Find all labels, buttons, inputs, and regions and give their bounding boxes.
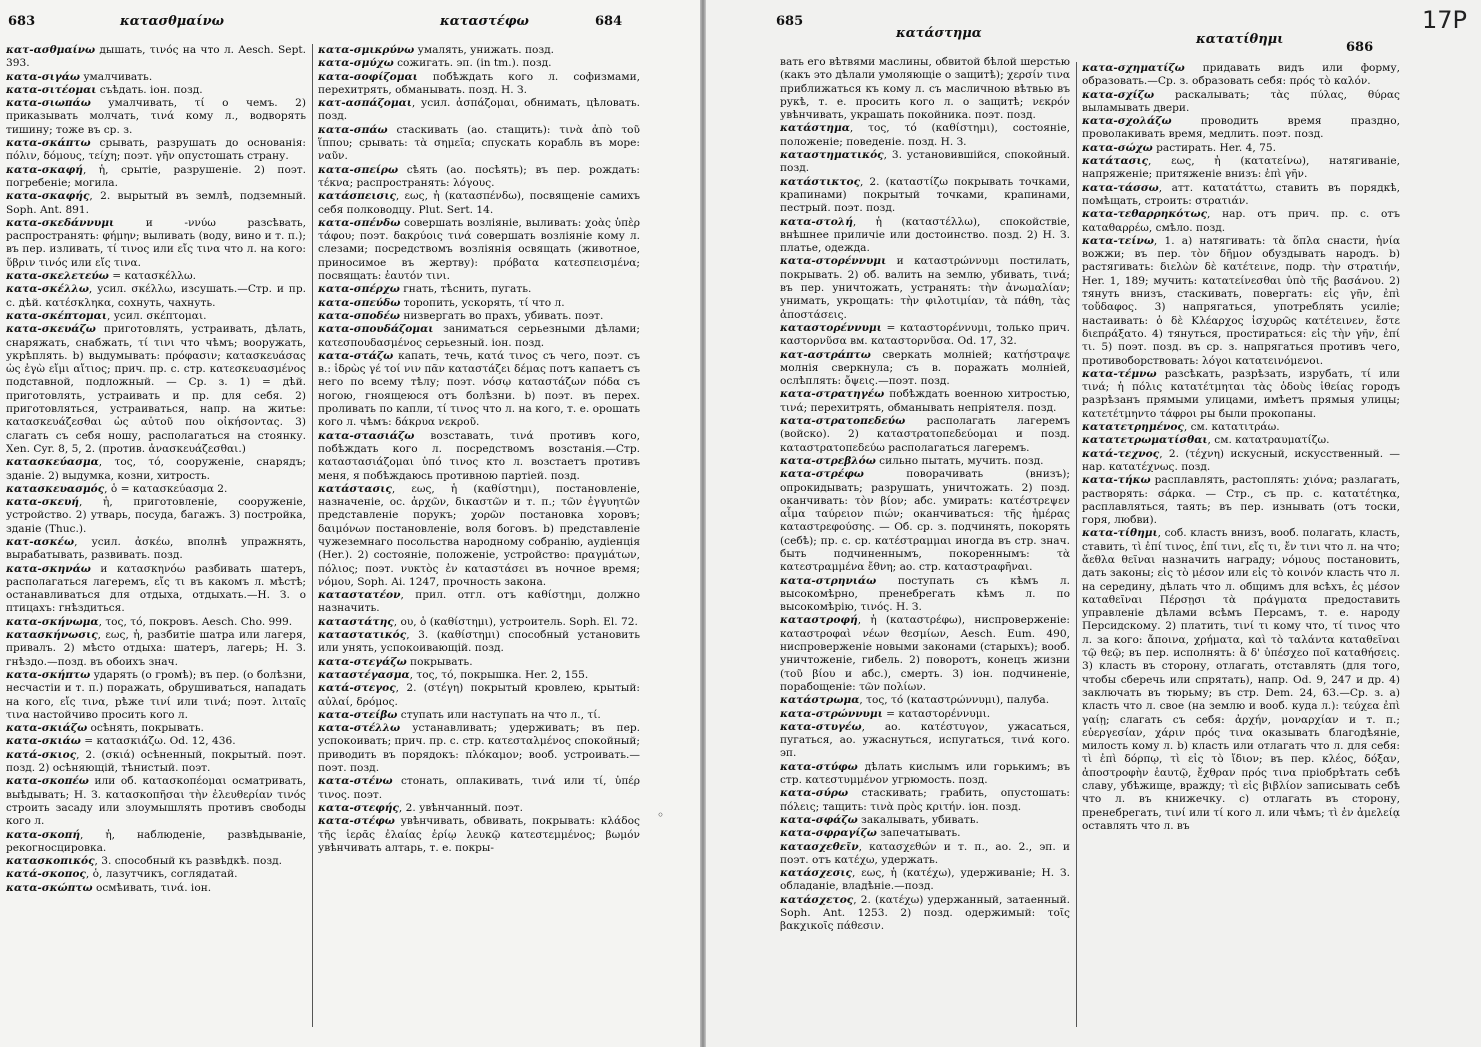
entry-text: , 3. установившійся, спокойный. позд. — [780, 149, 1070, 175]
entry-text: , ὁ = κατασκεύασμα 2. — [104, 482, 228, 495]
headword: καταστέγασμα — [318, 668, 410, 681]
dictionary-entry — [780, 761, 1070, 788]
dictionary-entry — [1082, 368, 1400, 421]
entry-text: растирать. Her. 4, 75. — [1152, 141, 1276, 154]
entry-text: покрывать. — [406, 655, 473, 668]
left-page — [0, 0, 700, 1047]
dictionary-entry — [6, 629, 306, 669]
headword: καταστορέννυμι — [780, 321, 882, 334]
entry-text: , соб. класть внизъ, вооб. полагать, класть, ставить, τὶ ἐπί τινος, ἐπί τινι, εἴς τι, ἔν τινι что л. на что; ἄεθλα θεῖναι назначить награду; νόμους постановить, дать законы; εἰς τὸ μέσον или εἰς τὸ κοινόν класть что л. на середину, дѣлать что л. общимъ для всѣхъ, ἐς μέσον καταθεῖναι Πέρσῃσι τὰ πράγματα предоставить управленіе дѣлами всѣмъ Персамъ, т. е. народу Персидскому. 2) платить, τινί τι кому что, τί τινος что л. за кого: ἄποινα, χρήματα, καὶ τὸ ταλάντα καταθεῖναι τῷ θεῷ; въ пер. исполнять: ἃ δ' ὑπέσχεο ποῖ καταθήσεις. 3) класть въ сторону, отлагать, отставлять (для того, чтобы сберечь или спрятать), напр. Od. 9, 247 и др. 4) заключать въ тюрьму; въ стр. Dem. 24, 63.—Ср. з. а) класть что л. свое (на землю и вооб. куда л.): τεύχεα ἐπὶ γαίῃ; слагать съ себя: ἀρχήν, μοναρχίαν и т. п.; εὐεργεσίαν, χάριν πρός τινα оказывать благодѣяніе, милость кому л. b) класть или отлагать что л. для себя: τὶ ἐπὶ δόρπῳ, τὶ εἰς τὸ ἴδιον; въ пер. κλέος, δόξαν, ἀποστροφὴν ἑαυτῷ, ἔχθραν πρός τινα пріобрѣтать себѣ славу, убѣжище, вражду; τὶ εἰς βιβλίον записывать себѣ что л. въ книжечку. c) отлагать въ сторону, пренебрегать, τινί или τί кого л. или чѣмъ; τὶ ἐν ἀμελείᾳ оставлять что л. въ — [1082, 527, 1400, 832]
entry-text: осмѣивать, τινά. іон. — [92, 881, 212, 894]
entry-text: дышать, τινός на что л. Aesch. Sept. 393. — [6, 44, 306, 70]
entry-text: , ао. κατέστυγον, ужасаться, пугаться, ао. ужаснуться, испугаться, τινά кого. эп. — [780, 720, 1070, 760]
entry-text: срывать, разрушать до основанія: πόλιν, δόμους, τείχη; поэт. γῆν опустошать страну. — [6, 137, 306, 163]
headword: κατα-σκέλλω — [6, 283, 89, 296]
entry-text: , усил. ἀσπάζομαι, обнимать, цѣловать. позд. — [318, 97, 640, 123]
dictionary-entry — [318, 669, 640, 682]
dictionary-entry — [318, 190, 640, 217]
headword: κατα-σκέπτομαι — [6, 309, 107, 322]
entry-text: низвергать во прахъ, убивать. поэт. — [400, 309, 604, 322]
entry-text: побѣждать кого л. софизмами, перехитрять, обманывать. позд. Н. З. — [318, 70, 640, 96]
entry-text: , τος, τό, покрышка. Her. 2, 155. — [409, 668, 589, 681]
headword: κατα-σκιάω — [6, 735, 81, 748]
headword: κατα-στρατηγέω — [780, 388, 885, 401]
headword: κατ-ασκέω — [6, 535, 75, 548]
dictionary-entry — [6, 855, 306, 868]
entry-text: , ἡ, наблюденіе, развѣдываніе, рекогносцировка. — [6, 828, 306, 854]
dictionary-entry — [6, 563, 306, 616]
entry-text: , см. κατατραυματίζω. — [1207, 434, 1330, 447]
dictionary-entry — [1082, 182, 1400, 209]
dictionary-entry — [780, 56, 1070, 122]
dictionary-entry — [318, 323, 640, 350]
headword: κατάστικτος — [780, 175, 861, 188]
dictionary-entry — [318, 616, 640, 629]
headword: κατα-τάσσω — [1082, 181, 1159, 194]
entry-text: , усил. ἀσκέω, вполнѣ упражнять, вырабатывать, развивать. позд. — [6, 535, 306, 562]
headword: κατα-σιτέομαι — [6, 83, 97, 96]
dictionary-entry — [318, 217, 640, 283]
dictionary-entry — [6, 456, 306, 483]
headword: κατά-σκιος — [6, 748, 77, 761]
entry-text: стаскивать (ао. стащить): τινὰ ἀπὸ τοῦ ἵππου; срывать: τὰ σημεῖα; спускать корабль въ море: ναῦν. — [318, 123, 640, 163]
entry-text: заниматься серьезными дѣлами; κατεσπουδασμένος серьезный. іон. позд. — [318, 323, 640, 349]
entry-text: , атт. κατατάττω, ставить въ порядкѣ, помѣщать, строить: στρατιάν. — [1082, 181, 1400, 207]
headword: καταστάτης — [318, 615, 394, 628]
entry-text: устанавливать; удерживать; въ пер. успокоивать; прич. пр. с. стр. κατεσταλμένος спокойный; приводить въ порядокъ: πλόκαμον; вооб. устроивать.—поэт. позд. — [318, 722, 640, 775]
entry-text: , τος, τό (καταστρώννυμι), палуба. — [859, 694, 1050, 707]
entry-text: поступать съ кѣмъ л. высокомѣрно, пренебрегать кѣмъ л. по высокомѣрію, τινός. Н. З. — [780, 574, 1070, 614]
headword: κατα-σιγάω — [6, 70, 80, 83]
dictionary-entry — [780, 122, 1070, 149]
entry-text: капать, течь, κατά τινος съ чего, поэт. съ в.: ἱδρὼς γέ τοί νιν πᾶν καταστάζει δέμας потъ капаетъ съ него по всему тѣлу; поэт. νόσῳ καταστάζων πόδα съ ногою, гноящеюся отъ болѣзни. b) поэт. въ перех. проливать по капли, τί τινος что л. на кого, т. е. орошать кого л. чѣмъ: δάκρυα νεκροῦ. — [318, 349, 640, 429]
headword: κατα-σιωπάω — [6, 97, 91, 110]
entry-text: , 2. (κατέχω) удержанный, затаенный. Soph. Ant. 1253. 2) позд. одержимый: τοῖς βακχικοῖς πάθεσιν. — [780, 893, 1070, 933]
headword: κατα-στεγάζω — [318, 655, 407, 668]
headword: κατα-τείνω — [1082, 234, 1154, 247]
entry-text: приготовлять, устраивать, дѣлать, снаряжать, снабжать, τί τινι что чѣмъ; вооружать, укрѣплять. b) выдумывать: πρόφασιν; κατασκευάσας ὡς ἐγὼ εἴμι αἴτιος; прич. пр. с. стр. κατεσκευασμένος подставной, подложный. — Ср. з. 1) = дѣй. приготовлять, устраивать и пр. для себя. 2) приготовляться, устраиваться, напр. на житье: κατασκευάζεσθαι ὡς αὐτοῦ που οἰκήσοντας. 3) слагать съ себя ношу, располагаться на стоянку. Xen. Cyr. 8, 5, 2. (против. ἀνασκευάζεσθαι.) — [6, 323, 306, 455]
entry-text: , 2. (τέχνη) искусный, искусственный. — нар. κατατέχνως. позд. — [1082, 447, 1400, 473]
entry-text: сверкать молніей; κατήστραψε молнія сверкнула; съ в. поражать молніей, ослѣплять: ὄψεις.—поэт. позд. — [780, 348, 1070, 388]
dictionary-entry — [6, 882, 306, 895]
entry-text: , τος, τό, сооруженіе, снарядъ; зданіе. 2) выдумка, козни, хитрость. — [6, 456, 306, 482]
dictionary-entry — [1082, 434, 1400, 447]
dictionary-entry — [6, 190, 306, 217]
headword: κατα-σχηματίζω — [1082, 62, 1185, 74]
dictionary-entry — [318, 164, 640, 191]
headword: κατα-στάζω — [318, 349, 394, 362]
headword: κατα-σκώπτω — [6, 881, 93, 894]
entry-text: возставать, τινά противъ кого, побѣждать кого л. посредствомъ возстанія.—Стр. καταστασιάζομαι ὑπό τινος кто л. возстаетъ противъ меня, я побѣждаюсь противною партіей. позд. — [318, 429, 640, 482]
headword: κατα-σκοπέω — [6, 775, 89, 788]
entry-text: вать его вѣтвями маслины, обвитой бѣлой шерстью (какъ это дѣлали умоляющіе о защитѣ); χερσίν τινα приближаться къ кому л. съ масличною вѣтвью въ рукѣ, т. е. просить кого л. о защитѣ; νεκρόν увѣнчивать, украшать покойника. поэт. позд. — [780, 56, 1070, 122]
headword: κατα-σκευάζω — [6, 323, 96, 336]
entry-text: , усил. σκέπτομαι. — [106, 309, 207, 322]
headword: κατάστασις — [318, 482, 392, 495]
entry-text: располагать лагеремъ (войско). 2) καταστρατοπεδεύομαι и позд. καταστρατοπεδεύω располагаться лагеремъ. — [780, 415, 1070, 454]
entry-text: = καταστορέννυμι. — [882, 707, 991, 720]
left-column-1 — [6, 44, 306, 1041]
dictionary-entry — [6, 84, 306, 97]
entry-text: , см. κατατιτράω. — [1183, 421, 1280, 434]
headword: κατ-ασπάζομαι — [318, 97, 412, 110]
column-divider — [312, 44, 313, 1027]
headword: κατατετρωματίσθαι — [1082, 434, 1208, 447]
dictionary-entry — [318, 97, 640, 124]
headword: κατά-στεγος — [318, 682, 396, 695]
headword: κατασκήνωσις — [6, 629, 98, 642]
headword: κατα-στένω — [318, 775, 393, 788]
headword: κατα-σοφίζομαι — [318, 70, 418, 83]
page-number-685: 685 — [776, 14, 804, 29]
entry-text: сожигать. эп. (in tm.). позд. — [393, 57, 552, 70]
dictionary-entry — [6, 323, 306, 456]
headword: κατα-σφάζω — [780, 813, 858, 826]
headword: κατα-σμικρύνω — [318, 44, 415, 56]
dictionary-entry — [318, 709, 640, 722]
entry-text: , τος, τό (καθίστημι), состояніе, положеніе; поведеніе. позд. Н. З. — [780, 122, 1070, 148]
headword: κατα-σκιάζω — [6, 722, 88, 735]
entry-text: осѣнять, покрывать. — [87, 722, 204, 735]
headword: κατα-σύρω — [780, 787, 849, 800]
headword: κατα-σκοπή — [6, 828, 81, 841]
right-page — [706, 0, 1481, 1047]
entry-text: , 3. (καθίστημι) способный установить или унять, успокоивающій. позд. — [318, 629, 640, 655]
headword: κατα-τέμνω — [1082, 367, 1157, 380]
entry-text: и -ννύω разсѣвать, распространять: φήμην; выливать (воду, вино и т. п.); въ пер. изливать, τί τινος или εἴς τινα что л. на кого: ὕβριν τινός или εἴς τινα. — [6, 216, 306, 269]
headword: κατα-σχίζω — [1082, 88, 1155, 101]
entry-text: увѣнчивать, обвивать, покрывать: κλάδος τῆς ἱερᾶς ἐλαίας ἐρίῳ λευκῷ κατεστεμμένος; βωμόν увѣнчивать алтарь, т. е. покры- — [318, 815, 640, 854]
dictionary-entry — [1082, 208, 1400, 235]
headword: κατα-σφραγίζω — [780, 827, 877, 840]
entry-text: , 3. способный къ развѣдкѣ. позд. — [94, 855, 283, 868]
dictionary-entry — [6, 775, 306, 828]
dictionary-entry — [6, 270, 306, 283]
headword: κατ-ασθμαίνω — [6, 44, 96, 56]
headword: κατασκευασμός — [6, 482, 105, 495]
headword: κατα-στρέφω — [780, 468, 864, 481]
dictionary-entry — [1082, 142, 1400, 155]
headword: κατα-σπάω — [318, 123, 388, 136]
entry-text: закалывать, убивать. — [857, 813, 979, 826]
dictionary-entry — [780, 468, 1070, 574]
handwritten-mark: 17Р — [1421, 6, 1467, 34]
headword: κατα-σπέρχω — [318, 283, 400, 296]
dictionary-entry — [780, 787, 1070, 814]
headword: κατα-σκήπτω — [6, 668, 91, 681]
headword: κατα-σκελετεύω — [6, 270, 109, 283]
entry-text: съѣдать. іон. позд. — [96, 83, 203, 96]
headword: κατα-στέλλω — [318, 722, 401, 735]
entry-text: , εως, ἡ (κατατείνω), натягиваніе, напряженіе; притяженіе внизъ: ἐπὶ γῆν. — [1082, 155, 1400, 181]
headword: κατα-σώχω — [1082, 141, 1153, 154]
entry-text: , усил. σκέλλω, изсушать.—Стр. и пр. с. дѣй. κατέσκληκα, сохнуть, чахнуть. — [6, 283, 306, 309]
dictionary-entry — [1082, 448, 1400, 475]
entry-text: и κατασκηνόω разбивать шатеръ, располагаться лагеремъ, εἴς τι въ какомъ л. мѣстѣ; останавливаться для отдыха, отдыхать.—Н. З. о птицахъ: гнѣздиться. — [6, 562, 306, 615]
headword: κατά-σκοπος — [6, 868, 86, 881]
headword: κατασκοπικός — [6, 855, 95, 868]
entry-text: ударять (о громѣ); въ пер. (о болѣзни, несчастіи и т. п.) поражать, обрушиваться, нападать на кого, εἴς τινα, рѣже τινί или τινά; поэт. λιταῖς τινα настойчиво просить кого л. — [6, 668, 306, 721]
dictionary-entry — [318, 682, 640, 709]
dictionary-entry — [1082, 421, 1400, 434]
dictionary-entry — [780, 216, 1070, 256]
entry-text: , нар. отъ прич. пр. с. отъ καταθαρρέω, смѣло. позд. — [1082, 208, 1400, 234]
entry-text: расплавлять, растоплять: χιόνα; разлагать, растворять: σάρκα. — Стр., съ пр. с. κατατέτηκα, расплавляться, таять; въ пер. изнывать (отъ тоски, горя, любви). — [1082, 474, 1400, 527]
dictionary-entry — [1082, 155, 1400, 182]
dictionary-entry — [318, 44, 640, 57]
headword: κατ-αστράπτω — [780, 348, 871, 361]
headword: κατα-σμύχω — [318, 57, 394, 70]
entry-text: умалчивать. — [79, 70, 153, 83]
entry-text: стаскивать; грабить, опустошать: πόλεις; тащить: τινὰ πρὸς κριτήν. іон. позд. — [780, 787, 1070, 813]
entry-text: поворачивать (внизъ); опрокидывать; разрушать, уничтожать. 2) позд. оканчивать: τὸν βίον; абс. умирать: κατέστρεψεν αἷμα ταύρειον πιών; оканчиваться: τῆς ἡμέρας καταστρεφούσης. — Об. ср. з. подчинять, покорять (себѣ); пр. с. ср. κατέστραμμαι иногда въ стр. знач. быть подчиненнымъ, покореннымъ: τὰ κατεστραμμένα ἔθνη; ао. стр. καταστραφῆναι. — [780, 468, 1070, 574]
entry-text: торопить, ускорять, τί что л. — [400, 296, 565, 309]
dictionary-entry — [780, 894, 1070, 934]
entry-text: раскалывать; τὰς πύλας, θύρας выламывать двери. — [1082, 88, 1400, 114]
entry-text: , τος, τό, покровъ. Aesch. Cho. 999. — [98, 615, 293, 628]
dictionary-entry — [318, 124, 640, 164]
entry-text: , κατασχεθών и т. п., ао. 2., эп. и поэт. отъ κατέχω, удержать. — [780, 840, 1070, 866]
dictionary-entry — [1082, 474, 1400, 527]
entry-text: , прил. отгл. отъ καθίστημι, должно назначить. — [318, 589, 640, 615]
headword: κατα-στρώννυμι — [780, 707, 883, 720]
headword: κατα-στορέννυμι — [780, 255, 887, 268]
running-head-left: κατασθμαίνω — [120, 14, 224, 29]
entry-text: , 2. (στέγη) покрытый кровлею, крытый: αὐλαί, δρόμος. — [318, 682, 640, 708]
dictionary-entry — [318, 430, 640, 483]
entry-text: совершать возліяніе, выливать: χοὰς ὑπὲρ τάφου; поэт. δακρύοις τινά совершать возліяніе кому л. слезами; посредствомъ возліянія освящать (животное, приносимое въ жертву): πρόβατα κατεσπεισμένα; посвящать: ἑαυτόν τινι. — [318, 216, 640, 283]
headword: κατατετρημένος — [1082, 421, 1184, 434]
entry-text: , εως, ἡ, разбитіе шатра или лагеря, привалъ. 2) мѣсто отдыха: шатеръ, лагерь; Н. З. гнѣздо.—позд. въ обоихъ знач. — [6, 629, 306, 668]
dictionary-entry — [780, 255, 1070, 321]
dictionary-entry — [780, 149, 1070, 176]
headword: κατα-στρεβλόω — [780, 454, 876, 467]
entry-text: побѣждать военною хитростью, τινά; перехитрять, обманывать непріятеля. позд. — [780, 388, 1070, 414]
headword: κατάσχεσις — [780, 867, 852, 880]
headword: κατα-σκήνωμα — [6, 615, 99, 628]
dictionary-entry — [318, 350, 640, 430]
right-column-1 — [780, 56, 1070, 1041]
entry-text: , 1. a) натягивать: τὰ ὅπλα снасти, ἡνία вожжи; въ пер. τὸν δῆμον обуздывать народъ. b) растягивать: διελὼν δὲ κατέτεινε, подр. τὴν στρατιήν, Her. 1, 189; мучить: κατατείνεσθαι ὑπὸ τῆς βασάνου. 2) тянуть внизъ, стаскивать, повергать: εἰς γῆν, ἐπὶ τοὔδαφος. 3) напрягаться, употреблять усиліе; настаивать: ὁ δὲ Κλέαρχος ἰσχυρῶς κατέτεινεν, ἔστε διεπράξατο. 4) тянуться, простираться: εἰς τὴν γῆν, ἐπί τι. 5) поэт. позд. въ ср. з. напрягаться противъ чего, противоборствовать: λόγοι κατατεινόμενοι. — [1082, 234, 1400, 367]
entry-text: , εως, ἡ (καθίστημι), постановленіе, назначеніе, ос. ἀρχῶν, δικαστῶν и т. п.; τῶν ἐγγυητῶν представленіе порукъ; χορῶν постановка хоровъ; δαιμόνων постановленіе, воля боговъ. b) представленіе чужеземнаго посольства народному собранію, аудіенція (Her.). 2) состояніе, положеніе, устройство: πραγμάτων, πόλιος; поэт. νυκτὸς ἐν καταστάσει въ ночное время; νόμου, Soph. Ai. 1247, прочность закона. — [318, 482, 640, 588]
entry-text: сильно пытать, мучить. позд. — [875, 454, 1044, 467]
headword: κατα-σχολάζω — [1082, 115, 1172, 128]
dictionary-entry — [6, 868, 306, 881]
headword: κατα-στέφω — [318, 815, 395, 828]
dictionary-entry — [6, 616, 306, 629]
dictionary-entry — [6, 749, 306, 776]
dictionary-entry — [318, 57, 640, 70]
dictionary-entry — [318, 283, 640, 296]
dictionary-entry — [780, 575, 1070, 615]
dictionary-entry — [318, 629, 640, 656]
dictionary-entry — [780, 614, 1070, 694]
page-number-683: 683 — [8, 14, 36, 29]
entry-text: запечатывать. — [876, 827, 961, 840]
page-number-684: 684 — [595, 14, 623, 29]
right-column-2 — [1082, 62, 1400, 1041]
dictionary-entry — [6, 164, 306, 191]
dictionary-entry — [6, 283, 306, 310]
dictionary-entry — [1082, 62, 1400, 89]
entry-text: = κατασκιάζω. Od. 12, 436. — [80, 735, 236, 748]
entry-text: , 2. (σκιά) осѣненный, покрытый. поэт. позд. 2) осѣняющій, тѣнистый. поэт. — [6, 748, 306, 775]
entry-text: умалчивать, τί о чемъ. 2) приказывать молчать, τινά кому л., водворять тишину; тоже въ ср. з. — [6, 97, 306, 136]
entry-text: сѣять (ао. посѣять); въ пер. рождать: τέκνα; распространять: λόγους. — [318, 163, 640, 189]
headword: κατα-σπουδάζομαι — [318, 323, 434, 336]
headword: κατα-στολή — [780, 215, 853, 228]
headword: κατα-τεθαρρηκότως — [1082, 208, 1208, 221]
dictionary-entry — [318, 802, 640, 815]
entry-text: умалять, унижать. позд. — [414, 44, 555, 56]
dictionary-entry — [1082, 89, 1400, 116]
headword: κατάσπεισις — [318, 190, 396, 203]
dictionary-entry — [318, 722, 640, 775]
headword: κατα-σκαφή — [6, 163, 83, 176]
dictionary-entry — [318, 656, 640, 669]
dictionary-entry — [780, 694, 1070, 707]
headword: κατα-τίθημι — [1082, 527, 1158, 540]
column-divider — [1076, 62, 1077, 1027]
dictionary-entry — [1082, 527, 1400, 833]
dictionary-entry — [1082, 115, 1400, 142]
dictionary-entry — [6, 483, 306, 496]
dictionary-entry — [318, 815, 640, 855]
dictionary-entry — [780, 349, 1070, 389]
entry-text: и καταστρώννυμι постилать, покрывать. 2) об. валить на землю, убивать, τινά; въ пер. уничтожать, устранять: τὴν ἀνωμαλίαν; унимать, укрощать: τὴν φιλοτιμίαν, τὰ πάθη, τὰς ἀποστάσεις. — [780, 255, 1070, 321]
headword: καταστηματικός — [780, 149, 884, 162]
dictionary-entry — [6, 722, 306, 735]
entry-text: , εως, ἡ (κατέχω), удерживаніе; Н. З. обладаніе, владѣніе.—позд. — [780, 867, 1070, 893]
dictionary-entry — [780, 388, 1070, 415]
entry-text: , 2. (καταστίζω покрывать точками, крапинами) покрытый точками, крапинами, пестрый. поэт. позд. — [780, 175, 1070, 215]
headword: κατα-στυγέω — [780, 720, 862, 733]
dictionary-entry — [780, 455, 1070, 468]
dictionary-entry — [318, 310, 640, 323]
entry-text: проводить время праздно, проволакивать время, медлить. поэт. позд. — [1082, 115, 1400, 141]
entry-text: ступать или наступать на что л., τί. — [397, 708, 601, 721]
headword: κατα-σκευή — [6, 496, 80, 509]
entry-text: = καταστορέννυμι, только прич. καστορνῦσα вм. καταστορνῦσα. Od. 17, 32. — [780, 321, 1070, 348]
dictionary-entry — [780, 708, 1070, 721]
running-head-right: κατατίθημι — [1196, 32, 1284, 47]
dictionary-entry — [780, 322, 1070, 349]
dictionary-entry — [780, 721, 1070, 761]
dictionary-entry — [6, 669, 306, 722]
headword: κατά-τεχνος — [1082, 447, 1160, 460]
headword: κατα-σπένδω — [318, 216, 401, 229]
dictionary-entry — [780, 867, 1070, 894]
dictionary-entry — [318, 71, 640, 98]
entry-text: дѣлать кислымъ или горькимъ; въ стр. κατεστυμμένον угрюмость. позд. — [780, 760, 1070, 787]
headword: καταστατικός — [318, 629, 407, 642]
dictionary-entry — [6, 536, 306, 563]
headword: κατα-στείβω — [318, 708, 398, 721]
dictionary-entry — [6, 310, 306, 323]
running-head-left: κατάστημα — [896, 26, 982, 41]
headword: καταστροφή — [780, 614, 858, 627]
headword: καταστατέον — [318, 589, 401, 602]
running-head-right: καταστέφω — [440, 14, 529, 29]
dictionary-entry — [6, 97, 306, 137]
headword: κατα-σποδέω — [318, 309, 400, 322]
left-column-2 — [318, 44, 640, 1041]
headword: κατα-τήκω — [1082, 474, 1151, 487]
entry-text: придавать видъ или форму, образовать.—Ср. з. образовать себя: πρός τὸ καλόν. — [1082, 62, 1400, 88]
entry-text: , εως, ἡ (κατασπένδω), посвященіе самихъ себя полководцу. Plut. Sert. 14. — [318, 190, 640, 216]
page-number-686: 686 — [1346, 40, 1374, 55]
headword: κατασκεύασμα — [6, 456, 99, 469]
headword: κατα-στεφής — [318, 801, 399, 814]
dictionary-entry — [780, 814, 1070, 827]
headword: κατα-σκεδάννυμι — [6, 216, 115, 229]
headword: κατασχεθεῖν — [780, 840, 859, 853]
headword: κατα-σπεύδω — [318, 296, 401, 309]
dictionary-entry — [318, 297, 640, 310]
entry-text: или об. κατασκοπέομαι осматривать, выѣдывать; Н. З. κατασκοπῆσαι τὴν ἐλευθερίαν τινός строить засаду или злоумышлять противъ свободы кого л. — [6, 775, 306, 828]
dictionary-entry — [780, 176, 1070, 216]
entry-text: = κατασκέλλω. — [108, 270, 197, 283]
dictionary-entry — [318, 589, 640, 616]
ink-mark: ◦ — [657, 808, 665, 822]
entry-text: разсѣкать, разрѣзать, изрубать, τί или τινά; ἡ πόλις κατατέτμηται τὰς ὁδοὺς ἰθείας городъ разрѣзанъ прямыми улицами, имѣетъ прямыя улицы; κατετέτμηντο τάφροι ры были прокопаны. — [1082, 367, 1400, 420]
entry-text: , ἡ (καταστέλλω), спокойствіе, внѣшнее приличіе или достоинство. позд. 2) Н. З. платье, одежда. — [780, 215, 1070, 255]
dictionary-entry — [6, 496, 306, 536]
dictionary-entry — [1082, 235, 1400, 368]
headword: κατα-στασιάζω — [318, 429, 415, 442]
dictionary-entry — [318, 483, 640, 589]
entry-text: гнать, тѣснить, пугать. — [399, 283, 532, 296]
headword: κατάτασις — [1082, 155, 1149, 168]
headword: κατα-στρηνιάω — [780, 574, 877, 587]
headword: κατάσχετος — [780, 893, 854, 906]
headword: κατα-στύφω — [780, 760, 858, 773]
headword: κατάστημα — [780, 122, 850, 135]
entry-text: , ὁ, лазутчикъ, соглядатай. — [85, 868, 238, 881]
dictionary-entry — [780, 841, 1070, 868]
dictionary-entry — [6, 44, 306, 71]
dictionary-entry — [6, 137, 306, 164]
dictionary-entry — [6, 71, 306, 84]
entry-text: стонать, оплакивать, τινά или τί, ὑπέρ τινος. поэт. — [318, 775, 640, 801]
dictionary-entry — [6, 829, 306, 856]
headword: κατα-στρατοπεδεύω — [780, 415, 906, 428]
entry-text: , 2. увѣнчанный. поэт. — [398, 801, 524, 814]
headword: κατα-σκηνάω — [6, 562, 91, 575]
dictionary-entry — [6, 735, 306, 748]
headword: κατα-σπείρω — [318, 163, 399, 176]
headword: κατα-σκάπτω — [6, 137, 91, 150]
entry-text: , ου, ὁ (καθίστημι), устроитель. Soph. El. 72. — [393, 615, 638, 628]
dictionary-entry — [318, 775, 640, 802]
dictionary-entry — [780, 827, 1070, 840]
headword: κατάστρωμα — [780, 694, 860, 707]
dictionary-entry — [780, 415, 1070, 455]
entry-text: , 2. вырытый въ землѣ, подземный. Soph. Ant. 891. — [6, 190, 306, 216]
entry-text: , ἡ, срытіе, разрушеніе. 2) поэт. погребеніе; могила. — [6, 163, 306, 189]
entry-text: , ἡ (καταστρέφω), ниспроверженіе: καταστροφαὶ νέων θεσμίων, Aesch. Eum. 490, ниспроверженіе новыми законами (старыхъ); вооб. уничтоженіе, гибель. 2) поворотъ, конецъ жизни (τοῦ βίου и абс.), смерть. 3) іон. подчиненіе, порабощеніе: τῶν πολίων. — [780, 614, 1070, 693]
headword: κατα-σκαφής — [6, 190, 90, 203]
entry-text: , ἡ, приготовленіе, сооруженіе, устройство. 2) утварь, посуда, багажъ. 3) постройка, зданіе (Thuc.). — [6, 496, 306, 535]
dictionary-entry — [6, 217, 306, 270]
